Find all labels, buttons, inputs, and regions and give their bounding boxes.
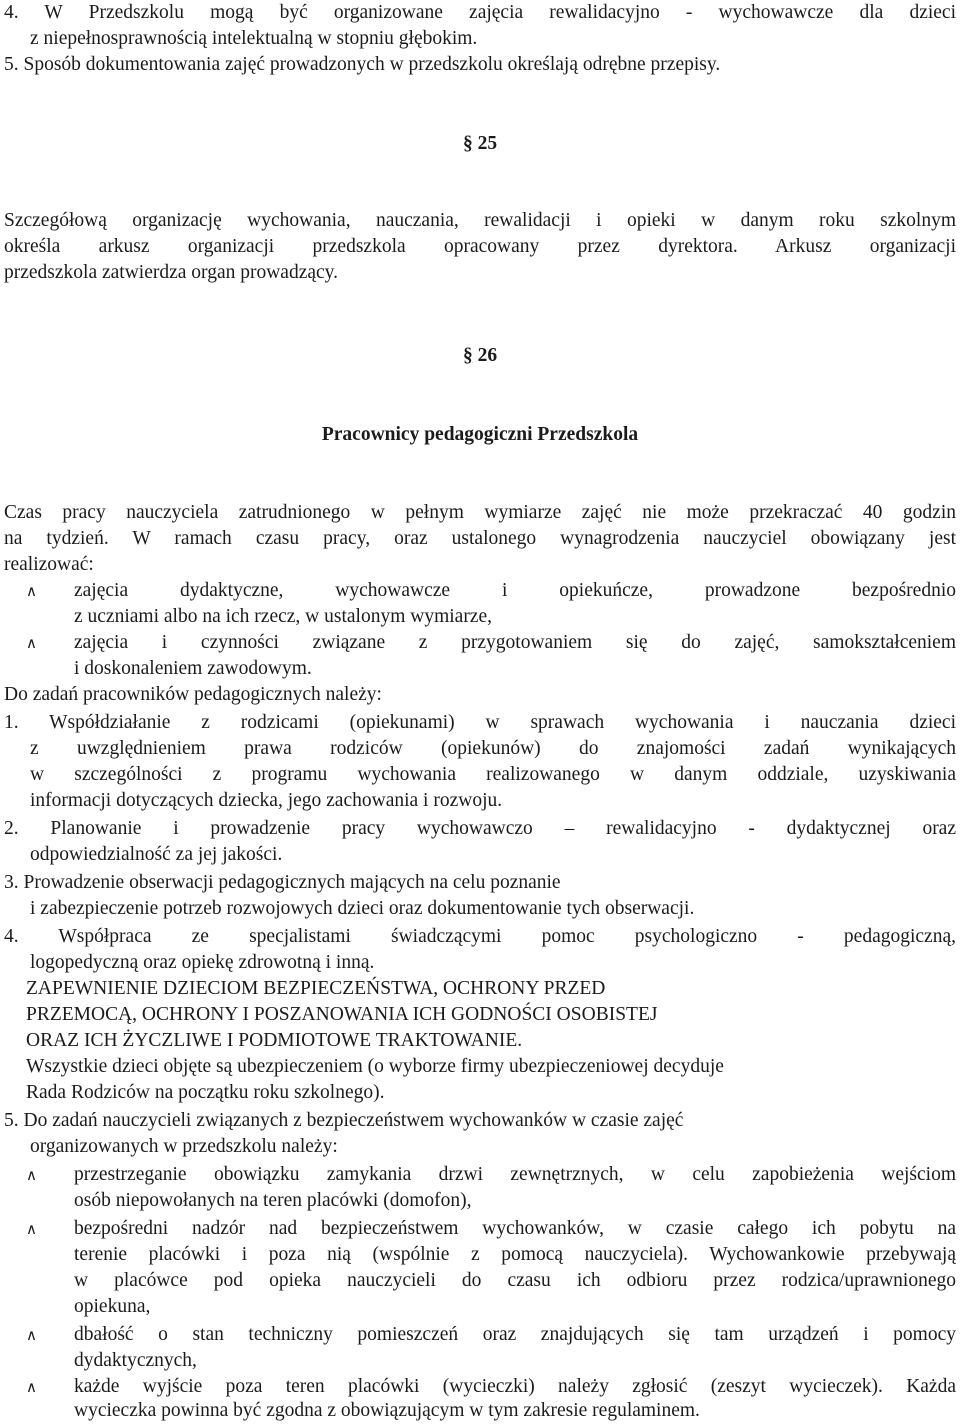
section-25-text-line-2: określa arkusz organizacji przedszkola opracowany przez dyrektora. Arkusz organizacji bbox=[4, 236, 956, 257]
bullet-icon: ∧ bbox=[26, 1220, 37, 1238]
insurance-line-1: Wszystkie dzieci objęte są ubezpieczeniem (o wyborze firmy ubezpieczeniowej decyduje bbox=[26, 1056, 724, 1077]
section-number: 26 bbox=[477, 345, 498, 366]
duty-bullet-1-line-2: z uczniami albo na ich rzecz, w ustalonym wymiarze, bbox=[74, 606, 492, 627]
bullet-icon: ∧ bbox=[26, 1378, 37, 1396]
safety-bullet-3-line-1: dbałość o stan techniczny pomieszczeń oraz znajdujących się tam urządzeń i pomocy bbox=[74, 1324, 956, 1345]
task-5-line-1: 5. Do zadań nauczycieli związanych z bezpieczeństwem wychowanków w czasie zajęć bbox=[4, 1110, 684, 1131]
section-26-title: Pracownicy pedagogiczni Przedszkola bbox=[321, 424, 639, 445]
safety-bullet-4-line-1: każde wyjście poza teren placówki (wycieczki) należy zgłosić (zeszyt wycieczek). Każda bbox=[74, 1376, 956, 1397]
task-1-line-4: informacji dotyczących dziecka, jego zachowania i rozwoju. bbox=[30, 790, 503, 811]
task-4-line-1: 4. Współpraca ze specjalistami świadczącymi pomoc psychologiczno - pedagogiczną, bbox=[4, 926, 956, 947]
task-2-line-2: odpowiedzialność za jej jakości. bbox=[30, 844, 283, 865]
safety-heading-line-3: ORAZ ICH ŻYCZLIWE I PODMIOTOWE TRAKTOWANIE. bbox=[26, 1030, 523, 1051]
task-1-line-1: 1. Współdziałanie z rodzicami (opiekunami) w sprawach wychowania i nauczania dzieci bbox=[4, 712, 956, 733]
safety-bullet-2-line-4: opiekuna, bbox=[74, 1296, 151, 1317]
safety-bullet-3-line-2: dydaktycznych, bbox=[74, 1350, 197, 1371]
section-25-text-line-1: Szczegółową organizację wychowania, nauczania, rewalidacji i opieki w danym roku szkolnym bbox=[4, 210, 956, 231]
duty-bullet-1-line-1: zajęcia dydaktyczne, wychowawcze i opiekuńcze, prowadzone bezpośrednio bbox=[74, 580, 956, 601]
bullet-icon: ∧ bbox=[26, 1326, 37, 1344]
safety-bullet-2-line-2: terenie placówki i poza nią (wspólnie z pomocą nauczyciela). Wychowankowie przebywają bbox=[74, 1244, 956, 1265]
section-26-heading bbox=[0, 343, 960, 369]
safety-bullet-2-line-3: w placówce pod opieka nauczycieli do czasu ich odbioru przez rodzica/uprawnionego bbox=[74, 1270, 956, 1291]
section-mark: § bbox=[462, 345, 473, 366]
duty-bullet-2-line-1: zajęcia i czynności związane z przygotowaniem się do zajęć, samokształceniem bbox=[74, 632, 956, 653]
safety-bullet-1-line-2: osób niepowołanych na teren placówki (domofon), bbox=[74, 1190, 472, 1211]
intro-line-2: na tydzień. W ramach czasu pracy, oraz ustalonego wynagrodzenia nauczyciel obowiązany jest bbox=[4, 528, 956, 549]
task-1-line-2: z uwzględnieniem prawa rodziców (opiekunów) do znajomości zadań wynikających bbox=[30, 738, 956, 759]
item-4-line-1: 4. W Przedszkolu mogą być organizowane zajęcia rewalidacyjno - wychowawcze dla dzieci bbox=[4, 2, 956, 23]
bullet-icon: ∧ bbox=[26, 1166, 37, 1184]
task-1-line-3: w szczególności z programu wychowania realizowanego w danym oddziale, uzyskiwania bbox=[30, 764, 956, 785]
item-4-line-2: z niepełnosprawnością intelektualną w stopniu głębokim. bbox=[30, 28, 478, 49]
intro-line-1: Czas pracy nauczyciela zatrudnionego w pełnym wymiarze zajęć nie może przekraczać 40 godzin bbox=[4, 502, 956, 523]
task-2-line-1: 2. Planowanie i prowadzenie pracy wychowawczo – rewalidacyjno - dydaktycznej oraz bbox=[4, 818, 956, 839]
intro-line-3: realizować: bbox=[4, 554, 94, 575]
section-mark: § bbox=[462, 133, 473, 154]
duty-bullet-2-line-2: i doskonaleniem zawodowym. bbox=[74, 658, 312, 679]
section-number: 25 bbox=[477, 133, 498, 154]
section-25-text-line-3: przedszkola zatwierdza organ prowadzący. bbox=[4, 262, 339, 283]
task-3-line-2: i zabezpieczenie potrzeb rozwojowych dzieci oraz dokumentowanie tych obserwacji. bbox=[30, 898, 695, 919]
insurance-line-2: Rada Rodziców na początku roku szkolnego). bbox=[26, 1082, 385, 1103]
item-5-line-1: 5. Sposób dokumentowania zajęć prowadzonych w przedszkolu określają odrębne przepisy. bbox=[4, 54, 721, 75]
tasks-intro: Do zadań pracowników pedagogicznych należy: bbox=[4, 684, 382, 705]
section-25-heading bbox=[0, 131, 960, 157]
bullet-icon: ∧ bbox=[26, 634, 37, 652]
safety-bullet-2-line-1: bezpośredni nadzór nad bezpieczeństwem wychowanków, w czasie całego ich pobytu na bbox=[74, 1218, 956, 1239]
bullet-icon: ∧ bbox=[26, 582, 37, 600]
safety-bullet-1-line-1: przestrzeganie obowiązku zamykania drzwi zewnętrznych, w celu zapobieżenia wejściom bbox=[74, 1164, 956, 1185]
safety-bullet-4-line-2: wycieczka powinna być zgodna z obowiązującym w tym zakresie regulaminem. bbox=[74, 1400, 700, 1421]
safety-heading-line-1: ZAPEWNIENIE DZIECIOM BEZPIECZEŃSTWA, OCHRONY PRZED bbox=[26, 978, 606, 999]
safety-heading-line-2: PRZEMOCĄ, OCHRONY I POSZANOWANIA ICH GODNOŚCI OSOBISTEJ bbox=[26, 1004, 658, 1025]
task-4-line-2: logopedyczną oraz opiekę zdrowotną i inną. bbox=[30, 952, 375, 973]
task-3-line-1: 3. Prowadzenie obserwacji pedagogicznych mających na celu poznanie bbox=[4, 872, 561, 893]
task-5-line-2: organizowanych w przedszkolu należy: bbox=[30, 1136, 338, 1157]
